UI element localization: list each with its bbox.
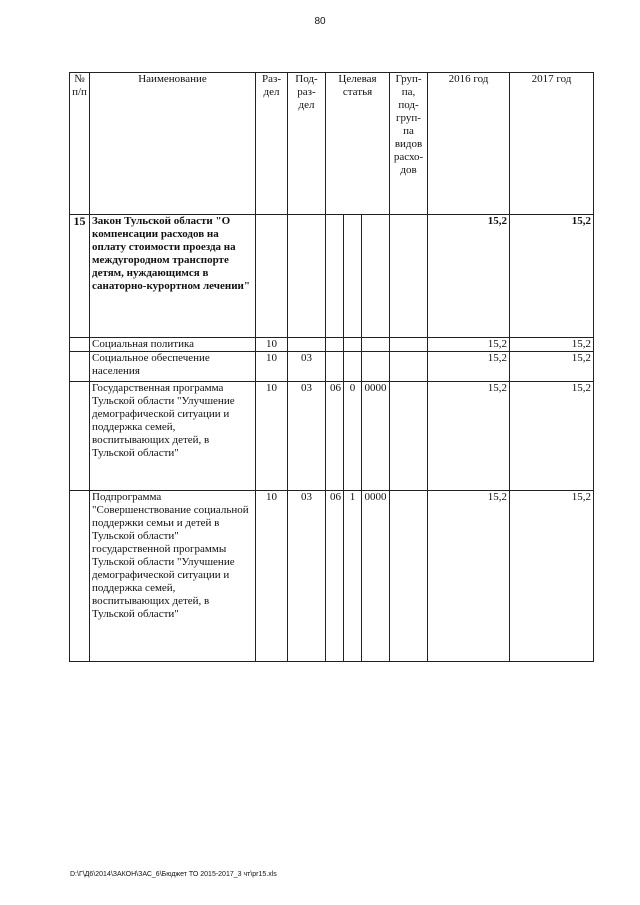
row-num (70, 491, 90, 662)
table-header-row (70, 73, 594, 215)
row-gruppa (390, 382, 428, 491)
table-row (70, 338, 594, 352)
row-cs-subprogram: 0 (344, 382, 362, 491)
row-razdel: 10 (256, 382, 288, 491)
row-value-2017: 15,2 (510, 491, 594, 662)
page-number: 80 (314, 16, 326, 27)
row-value-2017: 15,2 (510, 338, 594, 352)
row-cs-subprogram (344, 215, 362, 338)
header-2016: 2016 год (428, 73, 510, 215)
row-cs-program (326, 215, 344, 338)
row-cs-program: 06 (326, 491, 344, 662)
row-num: 15 (70, 215, 90, 338)
budget-table (69, 72, 594, 662)
header-podrazdel: Под-раз-дел (288, 73, 326, 215)
table-row (70, 491, 594, 662)
row-value-2016: 15,2 (428, 215, 510, 338)
row-gruppa (390, 352, 428, 382)
row-cs-program: 06 (326, 382, 344, 491)
row-value-2016: 15,2 (428, 352, 510, 382)
header-celevaya-statya: Целевая статья (326, 73, 390, 215)
row-gruppa (390, 215, 428, 338)
header-razdel: Раз-дел (256, 73, 288, 215)
row-cs-direction (362, 215, 390, 338)
row-razdel: 10 (256, 338, 288, 352)
row-cs-direction: 0000 (362, 382, 390, 491)
row-value-2017: 15,2 (510, 352, 594, 382)
row-cs-direction (362, 338, 390, 352)
row-name: Социальное обеспечение населения (90, 352, 256, 382)
row-razdel (256, 215, 288, 338)
header-gruppa: Груп-па, под-груп-па видов расхо-дов (390, 73, 428, 215)
row-value-2017: 15,2 (510, 382, 594, 491)
row-value-2016: 15,2 (428, 491, 510, 662)
row-podrazdel (288, 215, 326, 338)
row-cs-program (326, 352, 344, 382)
footer-file-path: D:\Г\Д6\2014\ЗАКОН\ЗАС_6\Бюджет ТО 2015-2017_3 чт\pr15.xls (70, 871, 277, 878)
row-value-2016: 15,2 (428, 338, 510, 352)
row-cs-program (326, 338, 344, 352)
row-num (70, 338, 90, 352)
row-name: Подпрограмма "Совершенствование социальной поддержки семьи и детей в Тульской области" государственной программы Тульской области "Улучшение демографической ситуации и поддержка семей, воспитывающих детей, в Тульской области" (90, 491, 256, 662)
table-row (70, 382, 594, 491)
row-podrazdel: 03 (288, 382, 326, 491)
row-name: Государственная программа Тульской области "Улучшение демографической ситуации и поддержка семей, воспитывающих детей, в Тульской области" (90, 382, 256, 491)
header-2017: 2017 год (510, 73, 594, 215)
row-name: Социальная политика (90, 338, 256, 352)
header-num: № п/п (70, 73, 90, 215)
row-num (70, 352, 90, 382)
row-name: Закон Тульской области "О компенсации расходов на оплату стоимости проезда на междугородном транспорте детям, нуждающимся в санаторно-курортном лечении" (90, 215, 256, 338)
row-razdel: 10 (256, 352, 288, 382)
row-value-2016: 15,2 (428, 382, 510, 491)
table-row (70, 352, 594, 382)
row-num (70, 382, 90, 491)
row-podrazdel (288, 338, 326, 352)
header-name: Наименование (90, 73, 256, 215)
row-podrazdel: 03 (288, 491, 326, 662)
table-row (70, 215, 594, 338)
row-gruppa (390, 338, 428, 352)
row-value-2017: 15,2 (510, 215, 594, 338)
row-cs-direction: 0000 (362, 491, 390, 662)
row-cs-subprogram (344, 352, 362, 382)
row-cs-subprogram: 1 (344, 491, 362, 662)
row-razdel: 10 (256, 491, 288, 662)
row-gruppa (390, 491, 428, 662)
row-cs-direction (362, 352, 390, 382)
row-cs-subprogram (344, 338, 362, 352)
row-podrazdel: 03 (288, 352, 326, 382)
